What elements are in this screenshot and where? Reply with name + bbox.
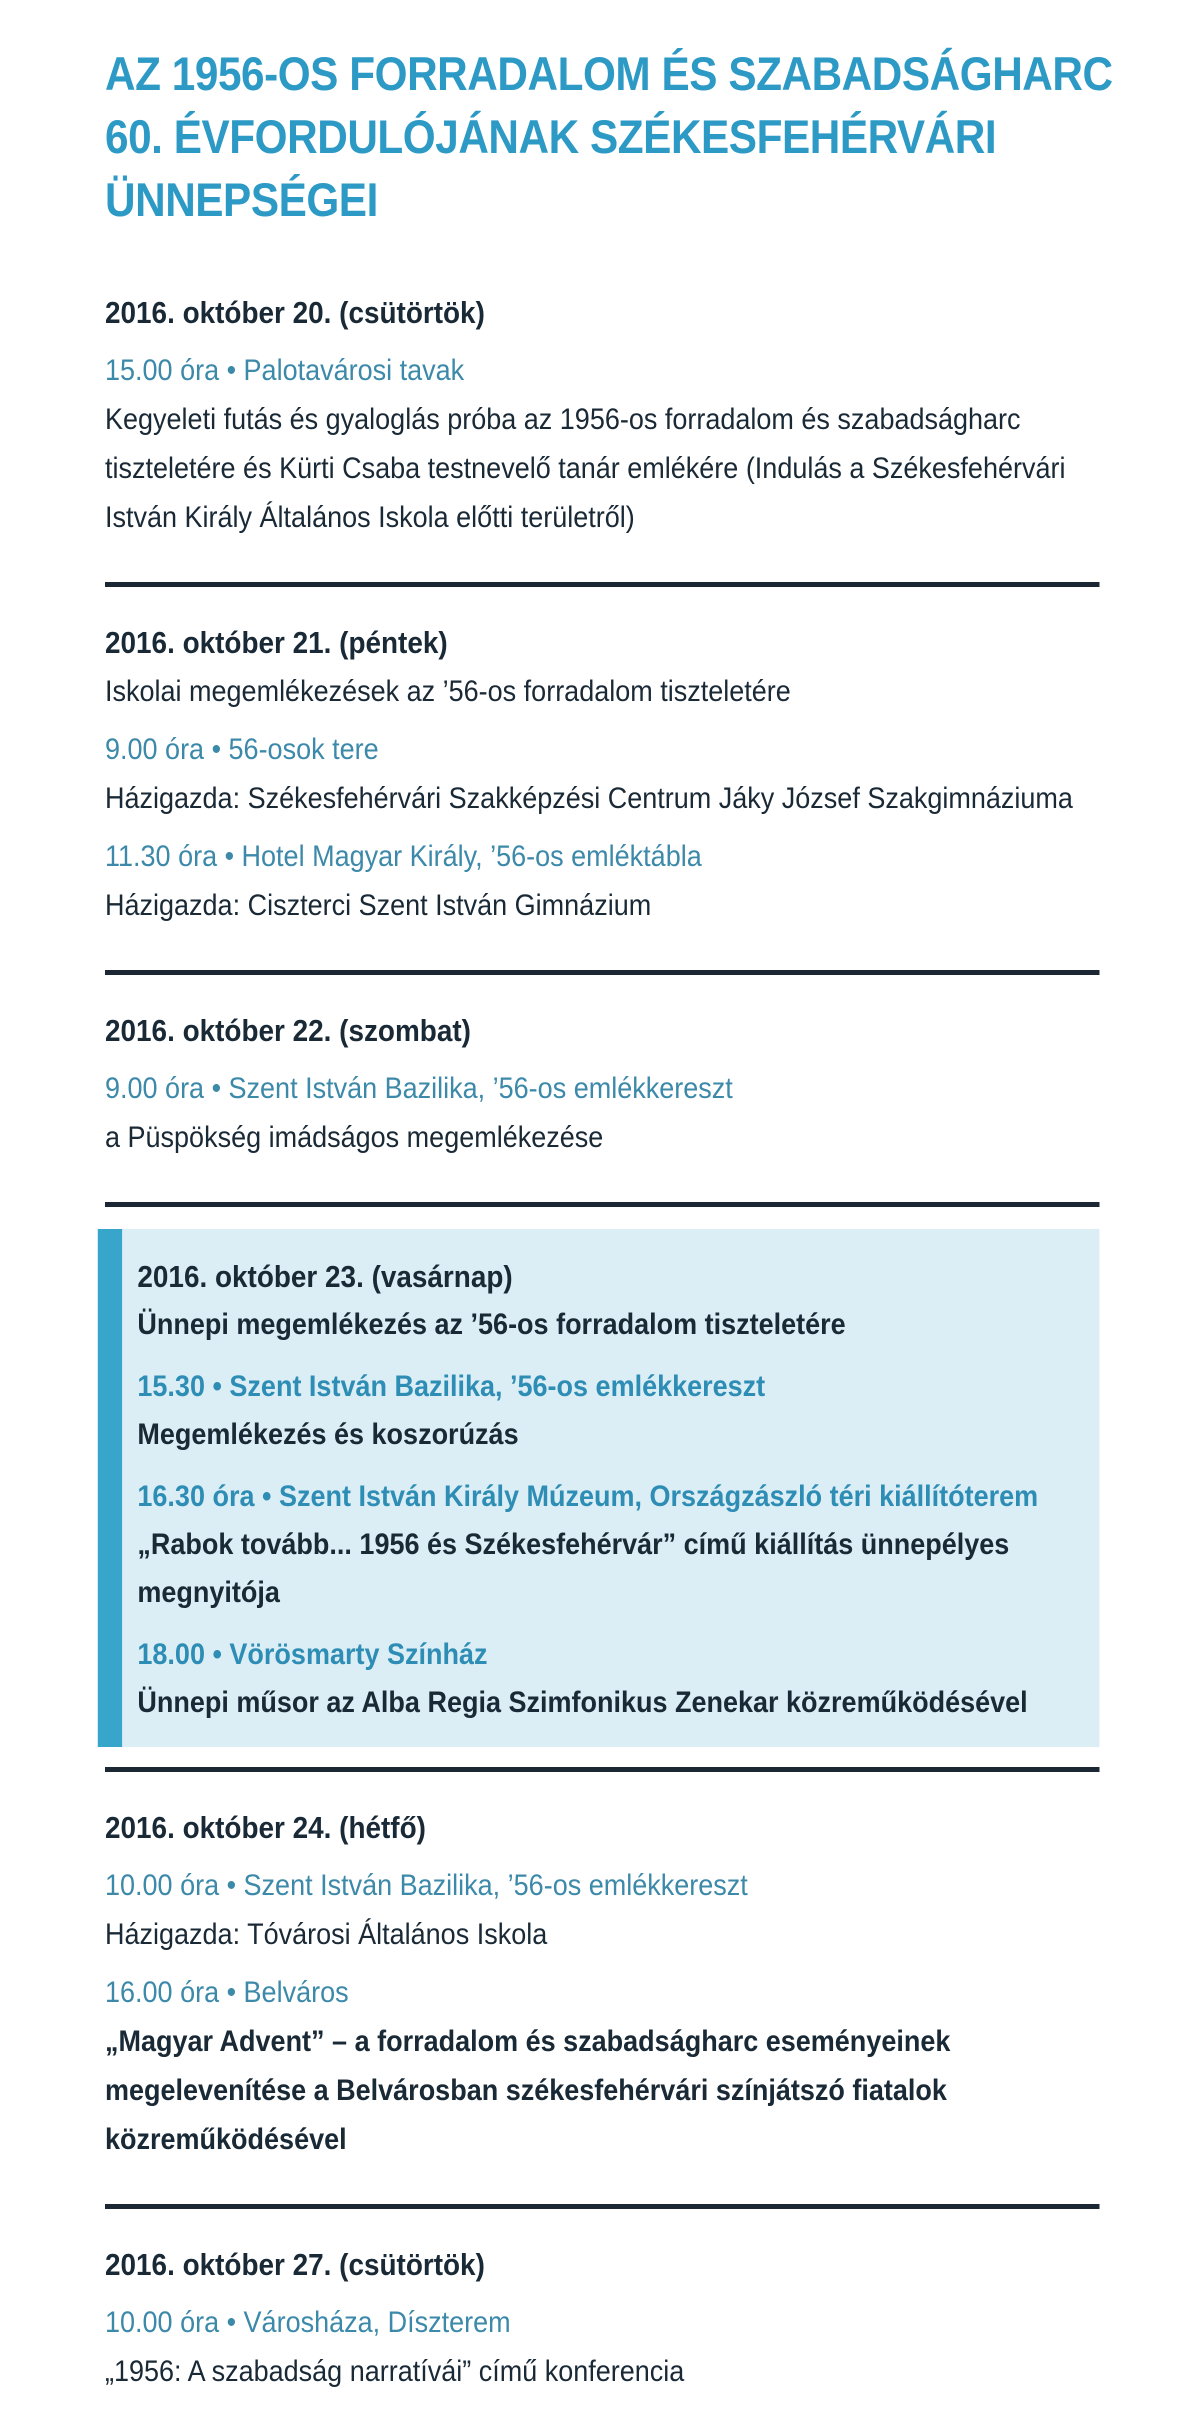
page-title-line: AZ 1956-OS FORRADALOM ÉS SZABADSÁGHARC xyxy=(105,47,1113,100)
event-time-place: 15.30 • Szent István Bazilika, ’56-os emlékkereszt xyxy=(137,1370,766,1403)
program-content xyxy=(105,42,1113,2396)
event-time-place: 10.00 óra • Szent István Bazilika, ’56-os emlékkereszt xyxy=(105,1869,748,1902)
event-time-place: 18.00 • Vörösmarty Színház xyxy=(137,1638,488,1671)
event-description: „Magyar Advent” – a forradalom és szabadságharc eseményeinek megelevenítése a Belvárosban székesfehérvári színjátszó fiatalok közreműködésével xyxy=(105,2025,951,2156)
date-heading: 2016. október 22. (szombat) xyxy=(105,1013,471,1048)
day-section-oct-21 xyxy=(105,618,1100,930)
day-section-oct-23-highlighted xyxy=(98,1229,1100,1747)
section-divider xyxy=(105,1767,1100,1772)
event-time-place: 9.00 óra • Szent István Bazilika, ’56-os emlékkereszt xyxy=(105,1072,733,1105)
page-title xyxy=(105,42,1113,231)
date-heading: 2016. október 21. (péntek) xyxy=(105,625,448,660)
event-time-place: 10.00 óra • Városháza, Díszterem xyxy=(105,2306,511,2339)
date-heading: 2016. október 24. (hétfő) xyxy=(105,1810,426,1845)
page-title-line: ÜNNEPSÉGEI xyxy=(105,173,378,226)
page-title-line: 60. ÉVFORDULÓJÁNAK SZÉKESFEHÉRVÁRI xyxy=(105,110,997,163)
event-description: Házigazda: Tóvárosi Általános Iskola xyxy=(105,1918,548,1951)
event-time-place: 11.30 óra • Hotel Magyar Király, ’56-os emléktábla xyxy=(105,840,702,873)
section-divider xyxy=(105,2204,1100,2209)
event-description: a Püspökség imádságos megemlékezése xyxy=(105,1121,604,1154)
date-heading: 2016. október 20. (csütörtök) xyxy=(105,295,485,330)
event-time-place: 16.00 óra • Belváros xyxy=(105,1976,349,2009)
event-time-place: 9.00 óra • 56-osok tere xyxy=(105,733,379,766)
day-section-oct-24 xyxy=(105,1803,1100,2164)
section-divider xyxy=(105,970,1100,975)
section-divider xyxy=(105,1202,1100,1207)
day-section-oct-20 xyxy=(105,288,1100,542)
day-section-oct-22 xyxy=(105,1006,1100,1162)
event-description: „Rabok tovább... 1956 és Székesfehérvár” című kiállítás ünnepélyes megnyitója xyxy=(137,1528,1010,1609)
date-heading: 2016. október 23. (vasárnap) xyxy=(137,1259,513,1294)
event-description: Kegyeleti futás és gyaloglás próba az 1956-os forradalom és szabadságharc tiszteletére és Kürti Csaba testnevelő tanár emlékére (Indulás a Székesfehérvári István Király Általános Iskola előtti területről) xyxy=(105,403,1066,534)
event-description: Házigazda: Székesfehérvári Szakképzési Centrum Jáky József Szakgimnáziuma xyxy=(105,782,1073,815)
section-subtitle: Iskolai megemlékezések az ’56-os forradalom tiszteletére xyxy=(105,675,791,708)
section-divider xyxy=(105,582,1100,587)
event-description: Ünnepi műsor az Alba Regia Szimfonikus Zenekar közreműködésével xyxy=(137,1686,1028,1719)
date-heading: 2016. október 27. (csütörtök) xyxy=(105,2247,485,2282)
event-description: Megemlékezés és koszorúzás xyxy=(137,1418,519,1451)
event-description: „1956: A szabadság narratívái” című konferencia xyxy=(105,2355,685,2388)
highlight-accent-bar xyxy=(98,1229,122,1747)
event-description: Házigazda: Ciszterci Szent István Gimnázium xyxy=(105,889,652,922)
day-section-oct-27 xyxy=(105,2240,1100,2396)
event-time-place: 15.00 óra • Palotavárosi tavak xyxy=(105,354,465,387)
section-subtitle: Ünnepi megemlékezés az ’56-os forradalom tiszteletére xyxy=(137,1308,846,1341)
event-time-place: 16.30 óra • Szent István Király Múzeum, Országzászló téri kiállítóterem xyxy=(137,1480,1039,1513)
